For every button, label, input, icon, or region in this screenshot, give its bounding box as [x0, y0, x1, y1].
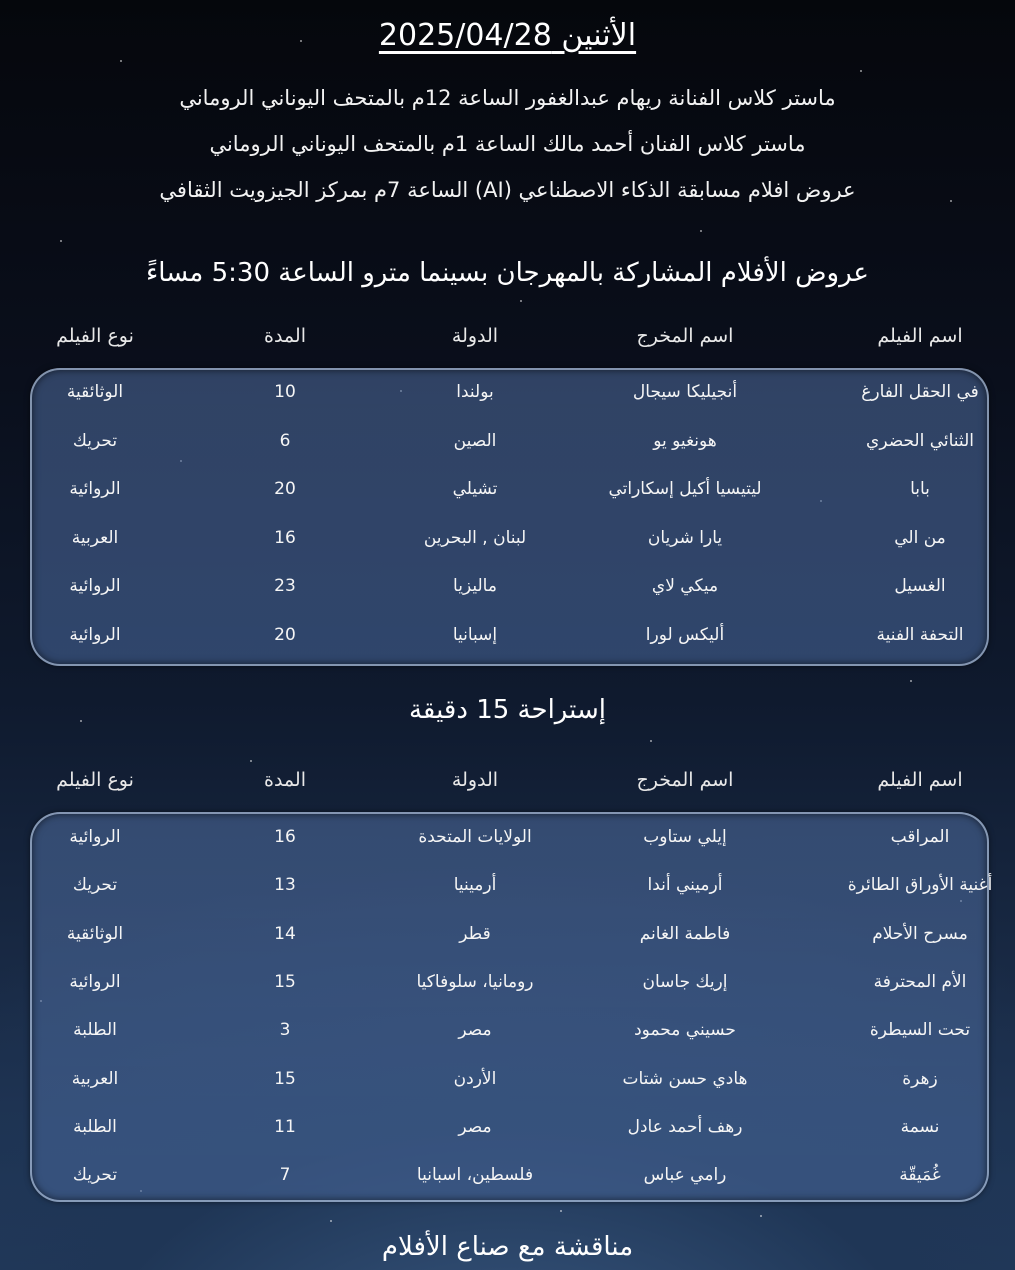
col-header-duration: المدة	[264, 325, 306, 347]
col-header-country: الدولة	[451, 325, 499, 347]
cell-duration: 7	[279, 1165, 291, 1186]
cell-director: هادي حسن شتات	[622, 1068, 748, 1089]
cell-director: ميكي لاي	[651, 576, 719, 596]
table-row	[0, 1151, 1015, 1199]
cell-country: إسبانيا	[452, 624, 498, 645]
closing-title: مناقشة مع صناع الأفلام	[381, 1232, 634, 1262]
cell-name: في الحقل الفارغ	[861, 382, 979, 402]
cell-name: غُمَيقّة	[899, 1165, 941, 1186]
col-header-director: اسم المخرج	[636, 769, 734, 791]
cell-country: الصين	[453, 430, 497, 451]
cell-director: هونغيو يو	[653, 430, 717, 451]
col-header-director: اسم المخرج	[636, 325, 734, 347]
cell-director: أرميني أندا	[647, 875, 723, 896]
table1-header	[0, 325, 1015, 355]
cell-genre: الوثائقية	[66, 923, 124, 944]
cell-genre: العربية	[71, 527, 119, 548]
cell-duration: 16	[274, 827, 296, 847]
cell-genre: تحريك	[72, 430, 118, 451]
table-row	[0, 910, 1015, 958]
col-header-genre: نوع الفيلم	[56, 325, 134, 347]
table-row	[0, 514, 1015, 562]
col-header-genre: نوع الفيلم	[56, 769, 134, 791]
cell-director: ليتيسيا أكيل إسكاراتي	[608, 479, 762, 499]
table-row	[0, 562, 1015, 610]
col-header-duration: المدة	[264, 769, 306, 791]
col-header-name: اسم الفيلم	[877, 769, 963, 791]
cell-duration: 15	[274, 1068, 296, 1089]
cell-duration: 20	[274, 624, 296, 645]
table-row	[0, 417, 1015, 465]
cell-duration: 13	[274, 875, 296, 896]
cell-name: المراقب	[890, 827, 950, 847]
cell-director: إريك جاسان	[642, 971, 728, 992]
star-dot	[910, 680, 912, 682]
cell-name: الغسيل	[894, 576, 946, 596]
star-dot	[650, 740, 652, 742]
cell-name: التحفة الفنية	[876, 624, 964, 645]
cell-director: رهف أحمد عادل	[627, 1116, 743, 1137]
cell-director: أليكس لورا	[645, 624, 725, 645]
star-dot	[760, 1215, 762, 1217]
table2-header	[0, 769, 1015, 799]
cell-genre: الروائية	[69, 827, 121, 847]
table-row	[0, 861, 1015, 909]
cell-genre: الوثائقية	[66, 382, 124, 402]
cell-genre: الروائية	[69, 479, 121, 499]
cell-genre: تحريك	[72, 875, 118, 896]
star-dot	[700, 230, 702, 232]
cell-country: قطر	[459, 923, 491, 944]
cell-director: حسيني محمود	[634, 1020, 736, 1041]
cell-duration: 11	[274, 1116, 296, 1137]
break-title: إستراحة 15 دقيقة	[408, 695, 606, 725]
cell-duration: 10	[274, 382, 296, 402]
cell-country: الأردن	[453, 1068, 497, 1089]
cell-country: بولندا	[456, 382, 494, 402]
event-line-3: عروض افلام مسابقة الذكاء الاصطناعي (AI) الساعة 7م بمركز الجيزويت الثقافي	[159, 178, 856, 202]
cell-name: بابا	[910, 479, 930, 499]
cell-name: نسمة	[900, 1116, 940, 1137]
cell-duration: 6	[279, 430, 291, 451]
col-header-country: الدولة	[451, 769, 499, 791]
table-row	[0, 611, 1015, 659]
cell-country: مصر	[458, 1116, 492, 1137]
cell-name: أغنية الأوراق الطائرة	[847, 875, 993, 896]
cell-name: الثنائي الحضري	[866, 430, 974, 451]
cell-director: فاطمة الغانم	[639, 923, 731, 944]
cell-name: تحت السيطرة	[869, 1020, 971, 1041]
star-dot	[860, 70, 862, 72]
star-dot	[560, 1210, 562, 1212]
table-row	[0, 1055, 1015, 1103]
cell-duration: 20	[274, 479, 296, 499]
cell-country: فلسطين، اسبانيا	[416, 1165, 534, 1186]
cell-director: أنجيليكا سيجال	[632, 382, 738, 402]
table-row	[0, 368, 1015, 416]
cell-duration: 16	[274, 527, 296, 548]
cell-name: الأم المحترفة	[873, 971, 967, 992]
page-date-heading: الأثنين 2025/04/28	[378, 18, 637, 53]
cell-country: رومانيا، سلوفاكيا	[416, 971, 534, 992]
event-line-2: ماستر كلاس الفنان أحمد مالك الساعة 1م بالمتحف اليوناني الروماني	[209, 132, 806, 156]
cell-genre: تحريك	[72, 1165, 118, 1186]
cell-duration: 23	[274, 576, 296, 596]
cell-name: زهرة	[902, 1068, 938, 1089]
cell-genre: الروائية	[69, 971, 121, 992]
event-line-1: ماستر كلاس الفنانة ريهام عبدالغفور الساعة 12م بالمتحف اليوناني الروماني	[179, 86, 836, 110]
cell-genre: الروائية	[69, 624, 121, 645]
table-row	[0, 813, 1015, 861]
cell-duration: 14	[274, 923, 296, 944]
cell-name: من الي	[894, 527, 946, 548]
table-row	[0, 1103, 1015, 1151]
cell-country: مصر	[458, 1020, 492, 1041]
cell-country: أرمينيا	[453, 875, 497, 896]
cell-genre: العربية	[71, 1068, 119, 1089]
cell-name: مسرح الأحلام	[872, 923, 968, 944]
col-header-name: اسم الفيلم	[877, 325, 963, 347]
star-dot	[520, 300, 522, 302]
table-row	[0, 958, 1015, 1006]
cell-country: لبنان , البحرين	[423, 527, 527, 548]
cell-country: تشيلي	[452, 479, 498, 499]
table-row	[0, 465, 1015, 513]
cell-director: رامي عباس	[643, 1165, 727, 1186]
star-dot	[120, 60, 122, 62]
table-row	[0, 1006, 1015, 1054]
cell-duration: 15	[274, 971, 296, 992]
cell-duration: 3	[279, 1020, 291, 1041]
cell-genre: الطلبة	[73, 1116, 117, 1137]
cell-director: يارا شريان	[647, 527, 723, 548]
cell-genre: الطلبة	[73, 1020, 117, 1041]
cell-director: إيلي ستاوب	[643, 827, 727, 847]
star-dot	[60, 240, 62, 242]
star-dot	[250, 760, 252, 762]
star-dot	[330, 1220, 332, 1222]
cell-country: ماليزيا	[453, 576, 497, 596]
screening-title: عروض الأفلام المشاركة بالمهرجان بسينما مترو الساعة 5:30 مساءً	[146, 258, 869, 288]
cell-country: الولايات المتحدة	[418, 827, 532, 847]
cell-genre: الروائية	[69, 576, 121, 596]
